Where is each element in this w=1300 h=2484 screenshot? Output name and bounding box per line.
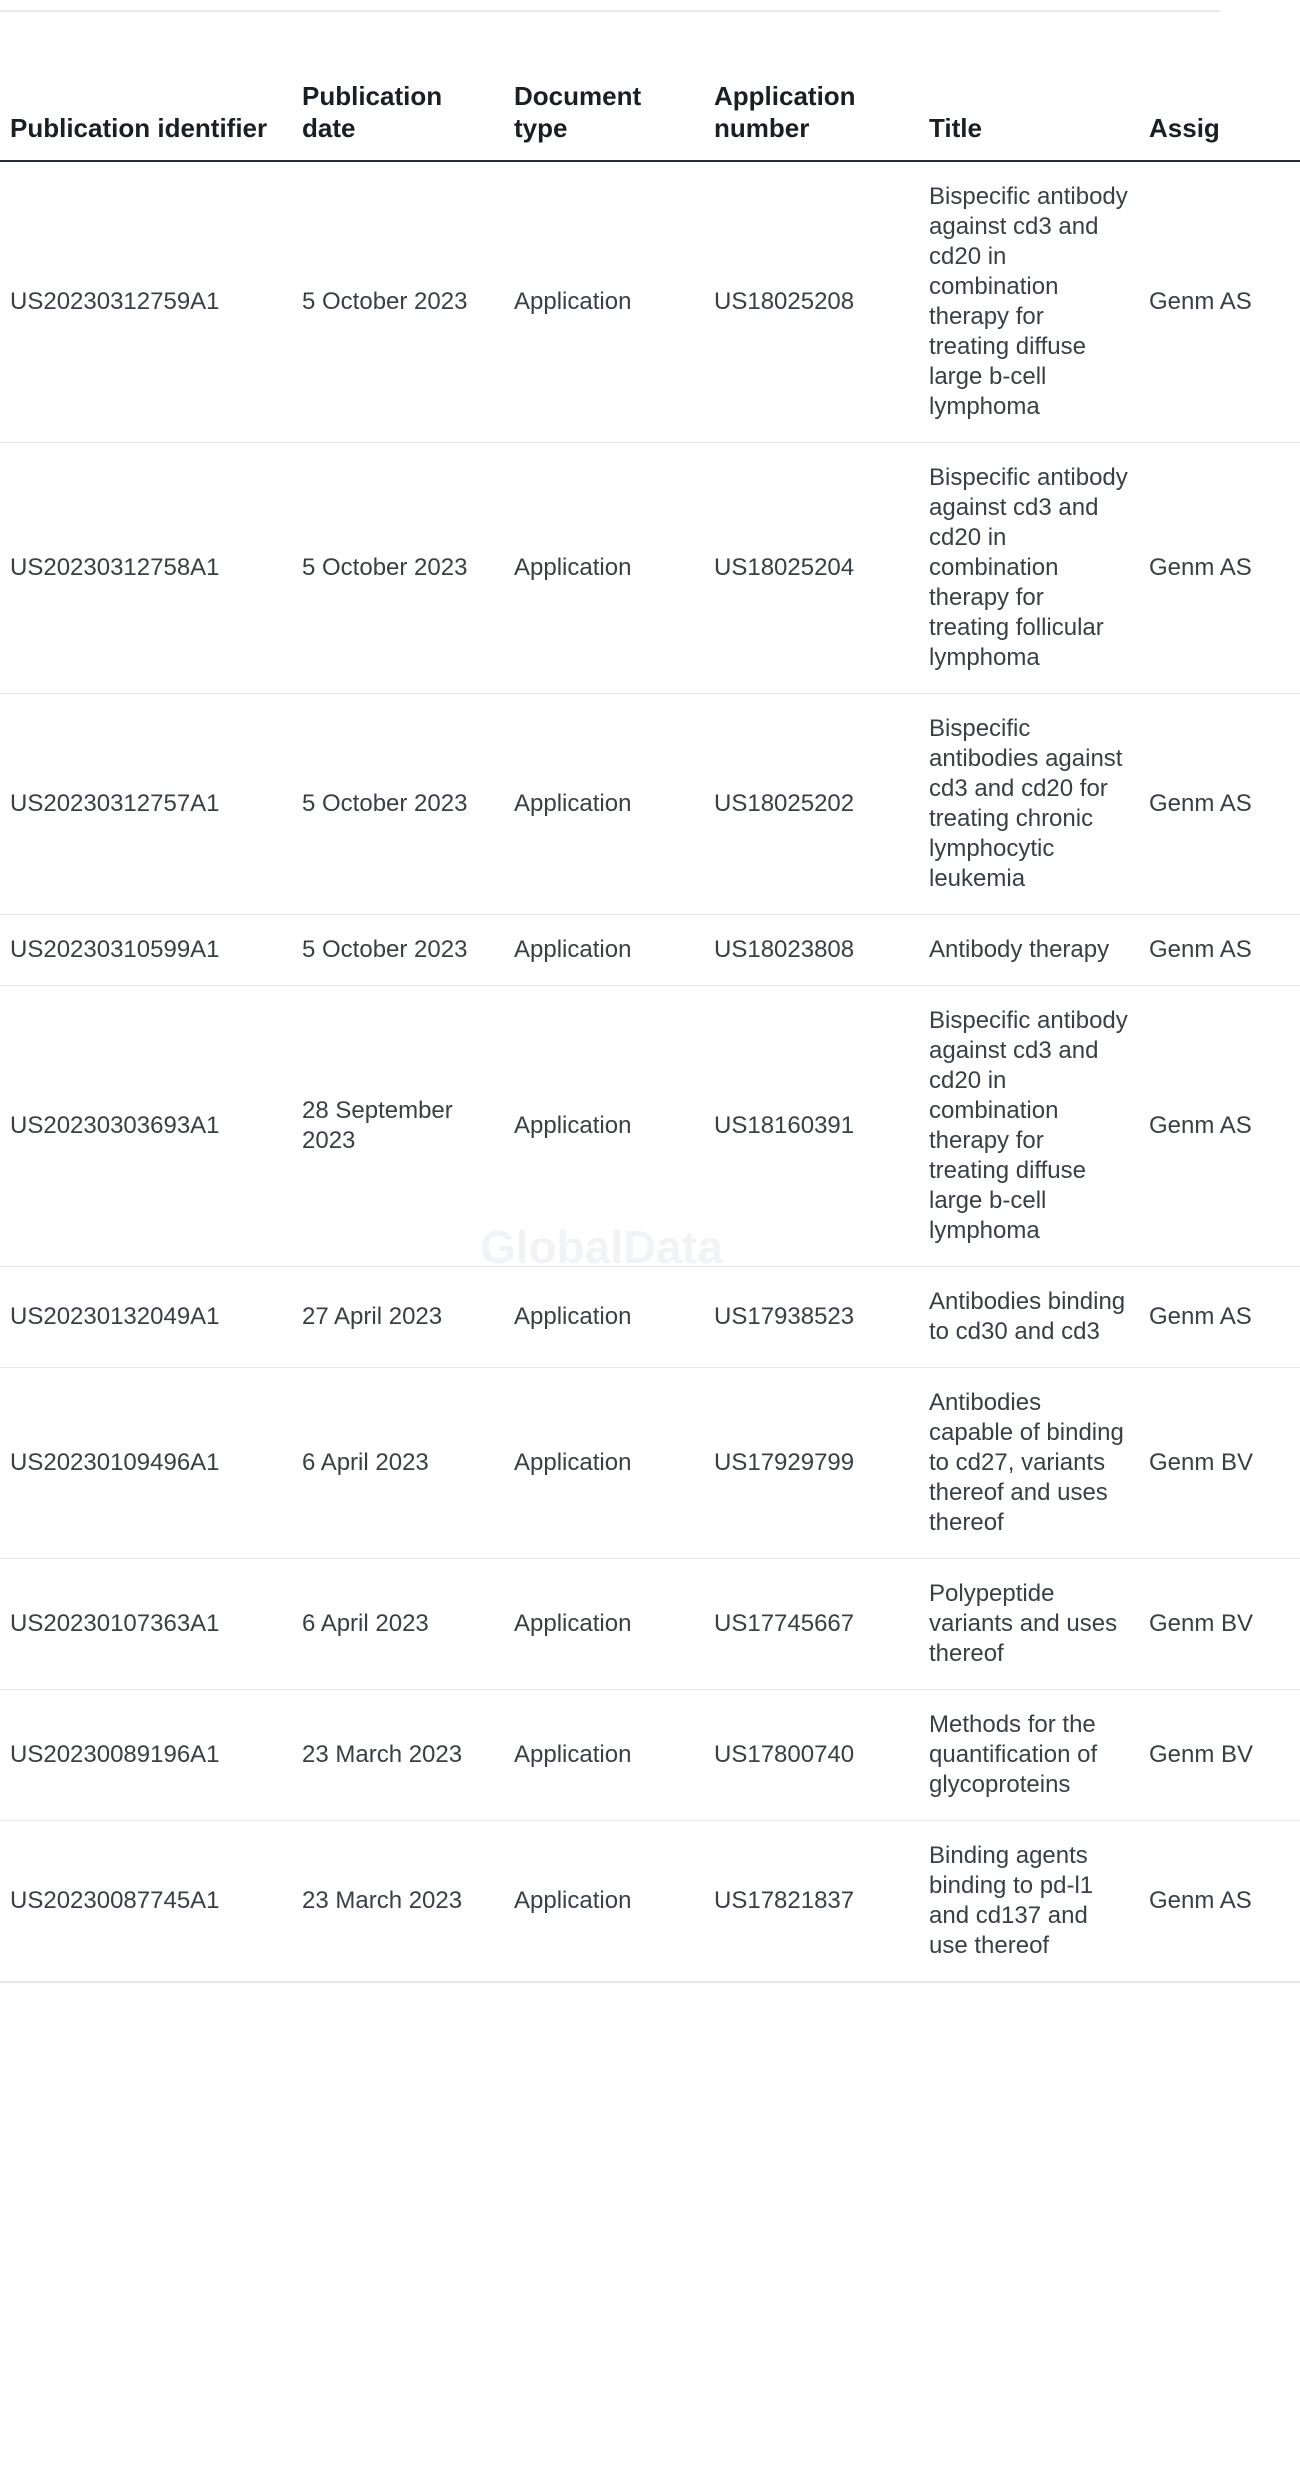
cell-publication-identifier: US20230109496A1 [0, 1368, 292, 1559]
header-publication-identifier[interactable]: Publication identifier [0, 62, 292, 161]
cell-title: Polypeptide variants and uses thereof [919, 1559, 1139, 1690]
watermark: GlobalData [480, 1221, 723, 1273]
cell-publication-identifier: US20230312757A1 [0, 694, 292, 915]
table-row [0, 1368, 1300, 1559]
cell-publication-date: 5 October 2023 [292, 915, 504, 986]
cell-publication-identifier: US20230087745A1 [0, 1821, 292, 1983]
cell-publication-identifier: US20230107363A1 [0, 1559, 292, 1690]
cell-application-number: US17800740 [704, 1690, 919, 1821]
cell-publication-identifier: US20230310599A1 [0, 915, 292, 986]
header-title[interactable]: Title [919, 62, 1139, 161]
cell-application-number: US17821837 [704, 1821, 919, 1983]
cell-publication-date: 5 October 2023 [292, 694, 504, 915]
cell-document-type: Application [504, 1267, 704, 1368]
cell-publication-date: 6 April 2023 [292, 1368, 504, 1559]
table-row [0, 1821, 1300, 1983]
cell-assignee: Genm BV [1139, 1690, 1300, 1821]
table-row [0, 915, 1300, 986]
cell-document-type: Application [504, 1559, 704, 1690]
cell-document-type: Application [504, 1690, 704, 1821]
cell-application-number: US18025204 [704, 443, 919, 694]
cell-document-type: Application [504, 161, 704, 443]
cell-application-number: US18025208 [704, 161, 919, 443]
cell-title: Bispecific antibody against cd3 and cd20 in combination therapy for treating diffuse large b-cell lymphoma [919, 986, 1139, 1267]
header-assignee[interactable]: Assig [1139, 62, 1300, 161]
cell-assignee: Genm AS [1139, 1821, 1300, 1983]
table-row [0, 1559, 1300, 1690]
cell-document-type: Application [504, 1821, 704, 1983]
cell-application-number: US18160391 [704, 986, 919, 1267]
patent-table-container [0, 62, 1254, 1983]
cell-publication-date: 5 October 2023 [292, 443, 504, 694]
table-row [0, 161, 1300, 443]
header-application-number[interactable]: Application number [704, 62, 919, 161]
cell-assignee: Genm AS [1139, 915, 1300, 986]
cell-title: Binding agents binding to pd-l1 and cd137 and use thereof [919, 1821, 1139, 1983]
top-divider [0, 10, 1220, 12]
cell-application-number: US17929799 [704, 1368, 919, 1559]
cell-publication-date: 27 April 2023 [292, 1267, 504, 1368]
cell-title: Antibody therapy [919, 915, 1139, 986]
cell-assignee: Genm AS [1139, 1267, 1300, 1368]
cell-publication-identifier: US20230312758A1 [0, 443, 292, 694]
cell-publication-identifier: US20230303693A1 [0, 986, 292, 1267]
cell-assignee: Genm AS [1139, 443, 1300, 694]
header-document-type[interactable]: Document type [504, 62, 704, 161]
cell-assignee: Genm BV [1139, 1368, 1300, 1559]
cell-publication-date: 6 April 2023 [292, 1559, 504, 1690]
cell-document-type: Application [504, 694, 704, 915]
cell-assignee: Genm AS [1139, 694, 1300, 915]
cell-publication-date: 23 March 2023 [292, 1690, 504, 1821]
cell-title: Antibodies capable of binding to cd27, variants thereof and uses thereof [919, 1368, 1139, 1559]
cell-application-number: US17938523 [704, 1267, 919, 1368]
cell-title: Antibodies binding to cd30 and cd3 [919, 1267, 1139, 1368]
cell-title: Bispecific antibodies against cd3 and cd20 for treating chronic lymphocytic leukemia [919, 694, 1139, 915]
cell-document-type: Application [504, 986, 704, 1267]
cell-document-type: Application [504, 443, 704, 694]
table-row [0, 694, 1300, 915]
table-row [0, 1690, 1300, 1821]
header-publication-date[interactable]: Publication date [292, 62, 504, 161]
cell-document-type: Application [504, 915, 704, 986]
cell-publication-date: 5 October 2023 [292, 161, 504, 443]
table-row [0, 1267, 1300, 1368]
cell-assignee: Genm BV [1139, 1559, 1300, 1690]
cell-title: Bispecific antibody against cd3 and cd20 in combination therapy for treating follicular lymphoma [919, 443, 1139, 694]
cell-publication-identifier: US20230312759A1 [0, 161, 292, 443]
cell-application-number: US18025202 [704, 694, 919, 915]
cell-publication-date: 28 September 2023 [292, 986, 504, 1267]
cell-assignee: Genm AS [1139, 986, 1300, 1267]
cell-publication-identifier: US20230132049A1 [0, 1267, 292, 1368]
cell-assignee: Genm AS [1139, 161, 1300, 443]
cell-publication-date: 23 March 2023 [292, 1821, 504, 1983]
patent-table [0, 62, 1300, 1983]
cell-title: Methods for the quantification of glycoproteins [919, 1690, 1139, 1821]
cell-application-number: US18023808 [704, 915, 919, 986]
table-row [0, 986, 1300, 1267]
table-header-row [0, 62, 1300, 161]
cell-publication-identifier: US20230089196A1 [0, 1690, 292, 1821]
cell-document-type: Application [504, 1368, 704, 1559]
cell-application-number: US17745667 [704, 1559, 919, 1690]
cell-title: Bispecific antibody against cd3 and cd20 in combination therapy for treating diffuse large b-cell lymphoma [919, 161, 1139, 443]
table-row [0, 443, 1300, 694]
